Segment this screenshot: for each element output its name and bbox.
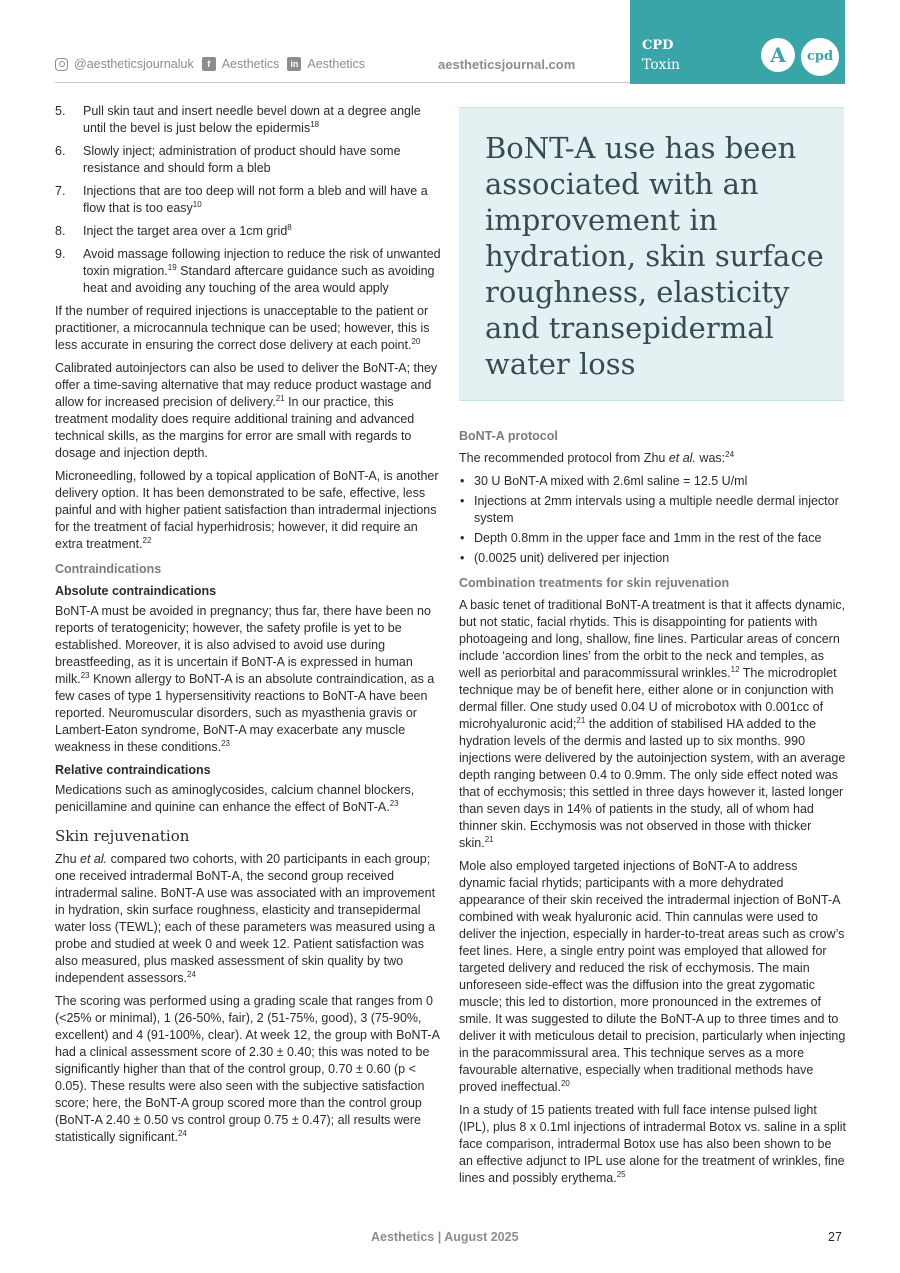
reference-superscript: 22 <box>142 535 152 545</box>
reference-superscript: 20 <box>560 1078 570 1088</box>
paragraph-text: If the number of required injections is unacceptable to the patient or practitioner, a microcannula technique can be used; however, this is less accurate in ensuring the correct dose delivery at each point. <box>55 304 430 352</box>
instagram-handle: @aestheticsjournaluk <box>74 57 194 71</box>
reference-superscript: 23 <box>389 798 399 808</box>
step-number: 5. <box>55 104 66 118</box>
paragraph-text: In our practice, this treatment modality does require additional training and advanced technical skills, as the margins for error are small with regards to dosage and injection depth. <box>55 395 415 460</box>
page-number: 27 <box>828 1230 842 1244</box>
paragraph-text: BoNT-A must be avoided in pregnancy; thus far, there have been no reports of teratogenicity; however, the safety profile is yet to be established. Moreover, it is also advised to avoid use during breastfeeding, as it is uncertain if BoNT-A is expressed in human milk. <box>55 604 431 686</box>
right-column <box>459 428 846 1193</box>
step-number: 7. <box>55 184 66 198</box>
paragraph-text: Medications such as aminoglycosides, calcium channel blockers, penicillamine and quinine can enhance the effect of BoNT-A. <box>55 783 415 814</box>
step-number: 8. <box>55 224 66 238</box>
step-text: Avoid massage following injection to reduce the risk of unwanted toxin migration. <box>83 247 441 278</box>
page-footer <box>0 1226 900 1246</box>
reference-superscript: 10 <box>192 199 202 209</box>
social-links <box>55 57 373 71</box>
reference-superscript: 8 <box>287 222 292 232</box>
paragraph <box>459 858 846 1096</box>
italic-text: et al. <box>80 852 108 866</box>
step-text: Injections that are too deep will not form a bleb and will have a flow that is too easy <box>83 184 428 215</box>
italic-text: et al. <box>668 451 696 465</box>
step-text: Slowly inject; administration of product should have some resistance and should form a bleb <box>83 144 401 175</box>
cpd-topic: Toxin <box>642 57 681 73</box>
paragraph-text: Known allergy to BoNT-A is an absolute contraindication, as a few cases of type 1 hypersensitivity reactions to BoNT-A have been reported. Neuromuscular disorders, such as myasthenia gravis or Lambert-Eaton syndrome, BoNT-A may exacerbate any muscle weakness in these conditions. <box>55 672 435 754</box>
header-divider <box>55 82 630 83</box>
list-item <box>55 223 442 240</box>
list-item: • Depth 0.8mm in the upper face and 1mm in the rest of the face <box>459 530 846 547</box>
cpd-banner <box>630 0 845 84</box>
reference-superscript: 20 <box>411 336 421 346</box>
reference-superscript: 23 <box>80 670 90 680</box>
paragraph-text: The recommended protocol from Zhu <box>459 451 669 465</box>
reference-superscript: 21 <box>484 834 494 844</box>
paragraph-text: Calibrated autoinjectors can also be used to deliver the BoNT-A; they offer a time-saving alternative that may reduce product wastage and allow for increased precision of delivery. <box>55 361 438 409</box>
reference-superscript: 25 <box>616 1169 626 1179</box>
step-text: Pull skin taut and insert needle bevel down at a degree angle until the bevel is just below the epidermis <box>83 104 421 135</box>
pull-quote-box <box>459 107 844 401</box>
protocol-heading: BoNT-A protocol <box>459 429 558 443</box>
accredited-badge-icon: A <box>761 38 795 72</box>
pull-quote-text: BoNT-A use has been associated with an improvement in hydration, skin surface roughness, elasticity and transepidermal water loss <box>485 131 824 381</box>
step-number: 6. <box>55 144 66 158</box>
list-item: • Injections at 2mm intervals using a multiple needle dermal injector system <box>459 493 846 527</box>
linkedin-icon: in <box>287 57 301 71</box>
paragraph <box>459 450 846 467</box>
publication-info: Aesthetics | August 2025 <box>371 1230 519 1244</box>
reference-superscript: 24 <box>187 969 196 979</box>
paragraph <box>55 468 442 553</box>
list-item: • 30 U BoNT-A mixed with 2.6ml saline = 12.5 U/ml <box>459 473 846 490</box>
linkedin-link[interactable] <box>287 57 365 71</box>
reference-superscript: 24 <box>177 1128 187 1138</box>
paragraph-text: A basic tenet of traditional BoNT-A treatment is that it affects dynamic, but not static, facial rhytids. This is disappointing for patients with photoageing and long, shallow, fine lines. Particular areas of concern include ‘accordion lines’ from the orbit to the neck and temples, as well as periorbital and paracommissural wrinkles. <box>459 598 846 680</box>
reference-superscript: 12 <box>730 664 740 674</box>
step-text: Inject the target area over a 1cm grid <box>83 224 288 238</box>
left-column <box>55 103 442 1152</box>
paragraph-text: Microneedling, followed by a topical application of BoNT-A, is another delivery option. It has been demonstrated to be safe, effective, less painful and with higher patient satisfaction than intradermal injections for the treatment of facial hyperhidrosis; however, it did require an extra treatment. <box>55 469 439 551</box>
website-link[interactable]: aestheticsjournal.com <box>438 57 576 72</box>
paragraph-text: Mole also employed targeted injections of BoNT-A to address dynamic facial rhytids; participants with a more dehydrated appearance of their skin received the intradermal injection of BoNT-A combined with weak hyaluronic acid. Thin cannulas were used to deliver the injection, especially in harder-to-treat areas such as crow’s feet lines. Here, a single entry point was employed that allowed for targeted delivery and reduced the risk of ecchymosis. The main unforeseen side-effect was the diffusion into the great zygomatic muscle; this led to distortion, more pronounced in the extremes of smile. It was suggested to dilute the BoNT-A up to three times and to deliver it with meticulous detail to precision, particularly when injecting in the paracommissural area. This technique serves as a more favourable alternative, especially when traditional methods have proved ineffectual. <box>459 859 846 1094</box>
protocol-list <box>459 473 846 567</box>
linkedin-handle: Aesthetics <box>307 57 366 71</box>
list-item <box>55 103 442 137</box>
skin-rejuvenation-heading: Skin rejuvenation <box>55 827 190 845</box>
reference-superscript: 19 <box>167 262 177 272</box>
instagram-link[interactable] <box>55 57 194 71</box>
step-number: 9. <box>55 247 66 261</box>
list-item <box>55 143 442 177</box>
reference-superscript: 21 <box>275 393 285 403</box>
page-header <box>0 0 900 90</box>
reference-superscript: 18 <box>310 119 320 129</box>
paragraph <box>55 782 442 816</box>
paragraph-text: compared two cohorts, with 20 participants in each group; one received intradermal BoNT-A, the second group received intradermal saline. BoNT-A use was associated with an improvement in hydration, skin surface roughness, elasticity and transepidermal water loss (TEWL); each of these parameters was measured using a probe and studied at week 0 and week 12. Patient satisfaction was also measured, plus masked assessment of skin quality by two independent assessors. <box>55 852 436 985</box>
facebook-icon: f <box>202 57 216 71</box>
cpd-label: CPD <box>642 38 674 53</box>
facebook-handle: Aesthetics <box>221 57 280 71</box>
reference-superscript: 21 <box>576 715 586 725</box>
absolute-contraindications-heading: Absolute contraindications <box>55 584 217 598</box>
paragraph <box>459 1102 846 1187</box>
list-item <box>55 183 442 217</box>
paragraph-text: The microdroplet technique may be of benefit here, either alone or in conjunction with dermal filler. One study used 0.04 U of microbotox with 0.001cc of microhyaluronic acid; <box>459 666 837 731</box>
list-item <box>55 246 442 297</box>
combination-treatments-heading: Combination treatments for skin rejuvenation <box>459 576 730 590</box>
relative-contraindications-heading: Relative contraindications <box>55 763 211 777</box>
reference-superscript: 24 <box>725 449 735 459</box>
paragraph-text: In a study of 15 patients treated with full face intense pulsed light (IPL), plus 8 x 0.1ml injections of intradermal Botox vs. saline in a split face comparison, intradermal Botox use has also been shown to be an effective adjunct to IPL use alone for the treatment of wrinkles, fine lines and possibly erythema. <box>459 1103 846 1185</box>
procedure-steps <box>55 103 442 297</box>
reference-superscript: 23 <box>221 738 230 748</box>
cpd-badge-icon: cpd <box>801 38 839 76</box>
paragraph <box>55 360 442 462</box>
instagram-icon <box>55 58 68 71</box>
contraindications-heading: Contraindications <box>55 562 162 576</box>
paragraph-text: The scoring was performed using a grading scale that ranges from 0 (<25% or minimal), 1 (26-50%, fair), 2 (51-75%, good), 3 (75-90%, excellent) and 4 (91-100%, clear). At week 12, the group with BoNT-A had a clinical assessment score of 2.30 ± 0.40; this was noted to be significantly higher than that of the control group, 0.70 ± 0.60 (p < 0.05). These results were also seen with the subjective satisfaction score; here, the BoNT-A group scored more than the control group (BoNT-A 2.40 ± 0.50 vs control group 0.75 ± 0.47); all results were statistically significant. <box>55 994 440 1144</box>
facebook-link[interactable] <box>202 57 280 71</box>
paragraph <box>55 993 442 1146</box>
paragraph <box>55 603 442 756</box>
paragraph <box>55 303 442 354</box>
paragraph <box>55 851 442 987</box>
paragraph-text: Zhu <box>55 852 81 866</box>
step-text-continued: Standard aftercare guidance such as avoiding heat and avoiding any touching of the area would apply <box>83 264 435 295</box>
paragraph-text: the addition of stabilised HA added to the hydration levels of the dermis and lasted up to six months. 990 injections were delivered by the autoinjection system, with an average depth ranging between 0.4 to 0.9mm. The only side effect noted was that of ecchymosis; this settled in three days however it, lasted longer than seven days in 14% of patients in the study, all of whom had thinner skin. Ecchymosis was not observed in those with thicker skin. <box>459 717 846 850</box>
paragraph-text: was: <box>695 451 726 465</box>
paragraph <box>459 597 846 852</box>
list-item: • (0.0025 unit) delivered per injection <box>459 550 846 567</box>
